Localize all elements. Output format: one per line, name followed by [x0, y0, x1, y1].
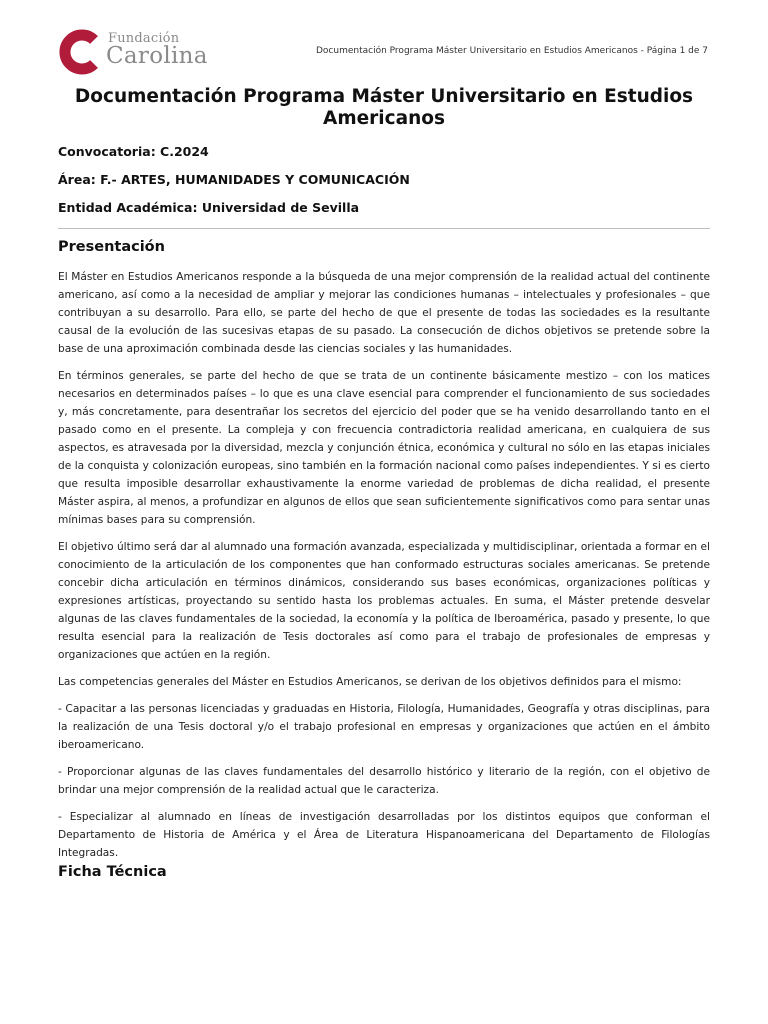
paragraph: Las competencias generales del Máster en Estudios Americanos, se derivan de los objetivos definidos para el mismo:: [58, 676, 682, 688]
page-header-info: Documentación Programa Máster Universitario en Estudios Americanos - Página 1 de 7: [316, 46, 708, 56]
paragraph: El Máster en Estudios Americanos responde a la búsqueda de una mejor comprensión de la realidad actual del continente americano, así como a la necesidad de ampliar y mejorar las condiciones humanas – intelectuales y profesionales – que contribuyan a su desarrollo. Para ello, se parte del hecho de que el presente de todas las sociedades es la resultante causal de la evolución de las sucesivas etapas de su pasado. La consecución de dichos objetivos se pretende sobre la base de una aproximación combinada desde las ciencias sociales y las humanidades.: [58, 271, 710, 355]
fundacion-carolina-logo: [58, 29, 228, 75]
area-line: Área: F.- ARTES, HUMANIDADES Y COMUNICACIÓN: [58, 172, 410, 187]
presentacion-body: [58, 268, 710, 871]
divider: [58, 228, 710, 229]
paragraph: En términos generales, se parte del hecho de que se trata de un continente básicamente mestizo – con los matices necesarios en determinados países – lo que es una clave esencial para comprender el funcionamiento de sus sociedades y, más concretamente, para desentrañar los secretos del ejercicio del poder que se ha venido desarrollando tanto en el pasado como en el presente. La compleja y con frecuencia contradictoria realidad americana, en cualquiera de sus aspectos, es atravesada por la diversidad, mezcla y conjunción étnica, económica y cultural no sólo en las etapas iniciales de la conquista y colonización europeas, sino también en la formación nacional como países independientes. Y si es cierto que resulta imposible desarrollar exhaustivamente la enorme variedad de problemas de dicha realidad, el presente Máster aspira, al menos, a profundizar en algunos de ellos que sean suficientemente significativos como para sentar unas mínimas bases para su comprensión.: [58, 370, 710, 526]
section-heading-ficha-tecnica: Ficha Técnica: [58, 864, 167, 880]
logo-text-fundacion: Fundación: [108, 31, 180, 46]
list-item: - Capacitar a las personas licenciadas y graduadas en Historia, Filología, Humanidades, Geografía y otras disciplinas, para la realización de una Tesis doctoral y/o el trabajo profesional en empresas y organizaciones que actúen en el ámbito iberoamericano.: [58, 703, 710, 751]
logo-text-carolina: Carolina: [106, 43, 208, 69]
list-item: - Proporcionar algunas de las claves fundamentales del desarrollo histórico y literario de la región, con el objetivo de brindar una mejor comprensión de la realidad actual que le caracteriza.: [58, 766, 710, 796]
paragraph: El objetivo último será dar al alumnado una formación avanzada, especializada y multidisciplinar, orientada a formar en el conocimiento de la articulación de los componentes que han conformado estructuras sociales americanas. Se pretende concebir dicha articulación en términos dinámicos, considerando sus bases económicas, organizaciones políticas y expresiones artísticas, proyectando su sentido hasta los problemas actuales. En suma, el Máster pretende desvelar algunas de las claves fundamentales de la sociedad, la economía y la política de Iberoamérica, pasado y presente, lo que resulta esencial para la realización de Tesis doctorales así como para el trabajo de profesionales de empresas y organizaciones que actúen en la región.: [58, 541, 710, 661]
document-title: Documentación Programa Máster Universitario en Estudios Americanos: [74, 86, 694, 129]
convocatoria-line: Convocatoria: C.2024: [58, 144, 209, 159]
carolina-c-icon: [58, 29, 102, 75]
section-heading-presentacion: Presentación: [58, 239, 165, 255]
list-item: - Especializar al alumnado en líneas de investigación desarrolladas por los distintos equipos que conforman el Departamento de Historia de América y el Área de Literatura Hispanoamericana del Departamento de Filologías Integradas.: [58, 811, 710, 859]
entidad-line: Entidad Académica: Universidad de Sevilla: [58, 200, 360, 215]
